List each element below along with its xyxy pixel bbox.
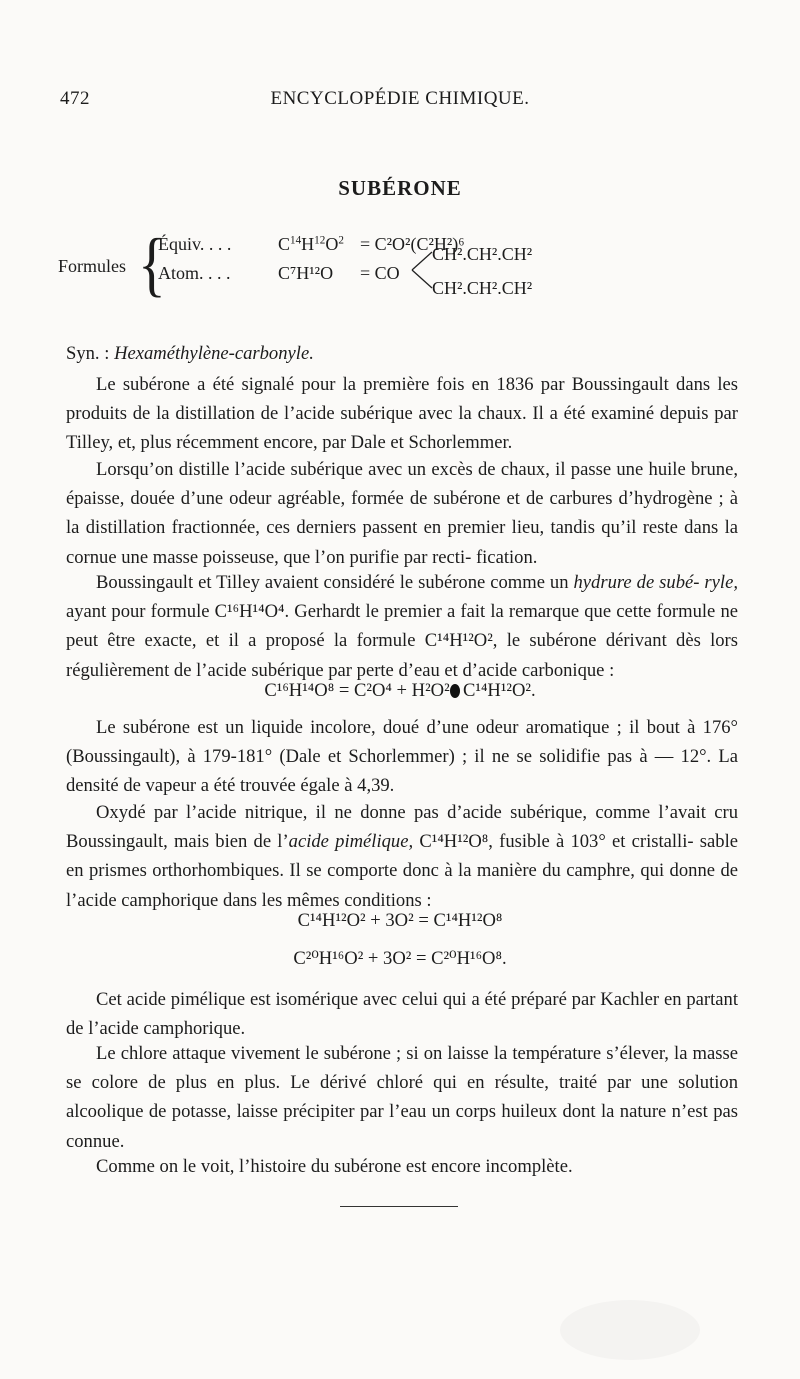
- atom-expansion: = CO: [360, 263, 400, 283]
- brace-icon: {: [138, 223, 166, 305]
- paragraph-3: Boussingault et Tilley avaient considéré le subérone comme un hydrure de subé- ryle, ayant pour formule C¹⁶H¹⁴O⁴. Gerhardt le premier a fait la remarque que cette formule ne peut être exacte, et il a proposé la formule C¹⁴H¹²O², le subérone dérivant dès lors régulièrement de l’acide subérique par perte d’eau et d’acide carbonique :: [66, 572, 738, 681]
- equiv-expansion: = C²O²(C²H²)⁶: [360, 234, 465, 254]
- atom-label: Atom. . . .: [158, 263, 231, 283]
- bond-lines: [410, 248, 434, 292]
- paragraph-4: Le subérone est un liquide incolore, doué d’une odeur aromatique ; il bout à 176° (Boussingault), à 179-181° (Dale et Schorlemmer) ; il ne se solidifie pas à — 12°. La densité de vapeur a été trouvée égale à 4,39.: [66, 717, 738, 797]
- synonym-name: Hexaméthylène-carbonyle.: [114, 343, 314, 364]
- running-head: [60, 88, 740, 112]
- equation-2: C¹⁴H¹²O² + 3O² = C¹⁴H¹²O⁸: [297, 910, 503, 931]
- paragraph-1: Le subérone a été signalé pour la première fois en 1836 par Boussingault dans les produits de la distillation de l’acide subérique avec la chaux. Il a été examiné depuis par Tilley, et, plus récemment encore, par Dale et Schorlemmer.: [66, 374, 738, 454]
- equation-1: C¹⁶H¹⁴O⁸ = C²O⁴ + H²O² C¹⁴H¹²O².: [264, 680, 536, 701]
- equiv-formula: $C^{14}H^{12}O^2$: [278, 234, 344, 254]
- page-number: 472: [60, 88, 90, 109]
- synonym-line: [66, 339, 738, 368]
- paragraph-2: Lorsqu’on distille l’acide subérique avec un excès de chaux, il passe une huile brune, épaisse, douée d’une odeur agréable, formée de subérone et de carbures d’hydrogène ; à la distillation fractionnée, ces derniers passent en premier lieu, tandis qu’il reste dans la cornue une masse poisseuse, que l’on purifie par recti- fication.: [66, 459, 738, 568]
- branch-top: CH².CH².CH²: [432, 244, 533, 264]
- ink-blot-icon: [450, 684, 460, 698]
- paragraph-8: Comme on le voit, l’histoire du subérone est encore incomplète.: [96, 1156, 573, 1177]
- formulas-label: Formules: [58, 256, 127, 276]
- atom-formula: C⁷H¹²O: [278, 263, 334, 283]
- bleed-through-mark: [560, 1300, 700, 1360]
- equation-3: C²⁰H¹⁶O² + 3O² = C²⁰H¹⁶O⁸.: [293, 948, 507, 969]
- branch-bottom: CH².CH².CH²: [432, 278, 533, 298]
- paragraph-6: Cet acide pimélique est isomérique avec celui qui a été préparé par Kachler en partant de l’acide camphorique.: [66, 989, 738, 1040]
- closing-rule: [340, 1206, 458, 1207]
- formula-block: [0, 223, 800, 306]
- synonym-label: Syn. :: [66, 343, 110, 364]
- paragraph-5: Oxydé par l’acide nitrique, il ne donne pas d’acide subérique, comme l’avait cru Boussingault, mais bien de l’acide pimélique, C¹⁴H¹²O⁸, fusible à 103° et cristalli- sable en prismes orthorhombiques. Il se comporte donc à la manière du camphre, qui donne de l’acide camphorique dans les mêmes conditions :: [66, 802, 738, 911]
- equiv-label: Équiv. . . .: [158, 234, 232, 254]
- section-title: SUBÉRONE: [338, 176, 462, 200]
- paragraph-7: Le chlore attaque vivement le subérone ; si on laisse la température s’élever, la masse se colore de plus en plus. Le dérivé chloré qui en résulte, traité par une solution alcoolique de potasse, laisse précipiter par l’eau un corps huileux dont la nature n’est pas connue.: [66, 1043, 738, 1152]
- header-title: ENCYCLOPÉDIE CHIMIQUE.: [270, 88, 530, 109]
